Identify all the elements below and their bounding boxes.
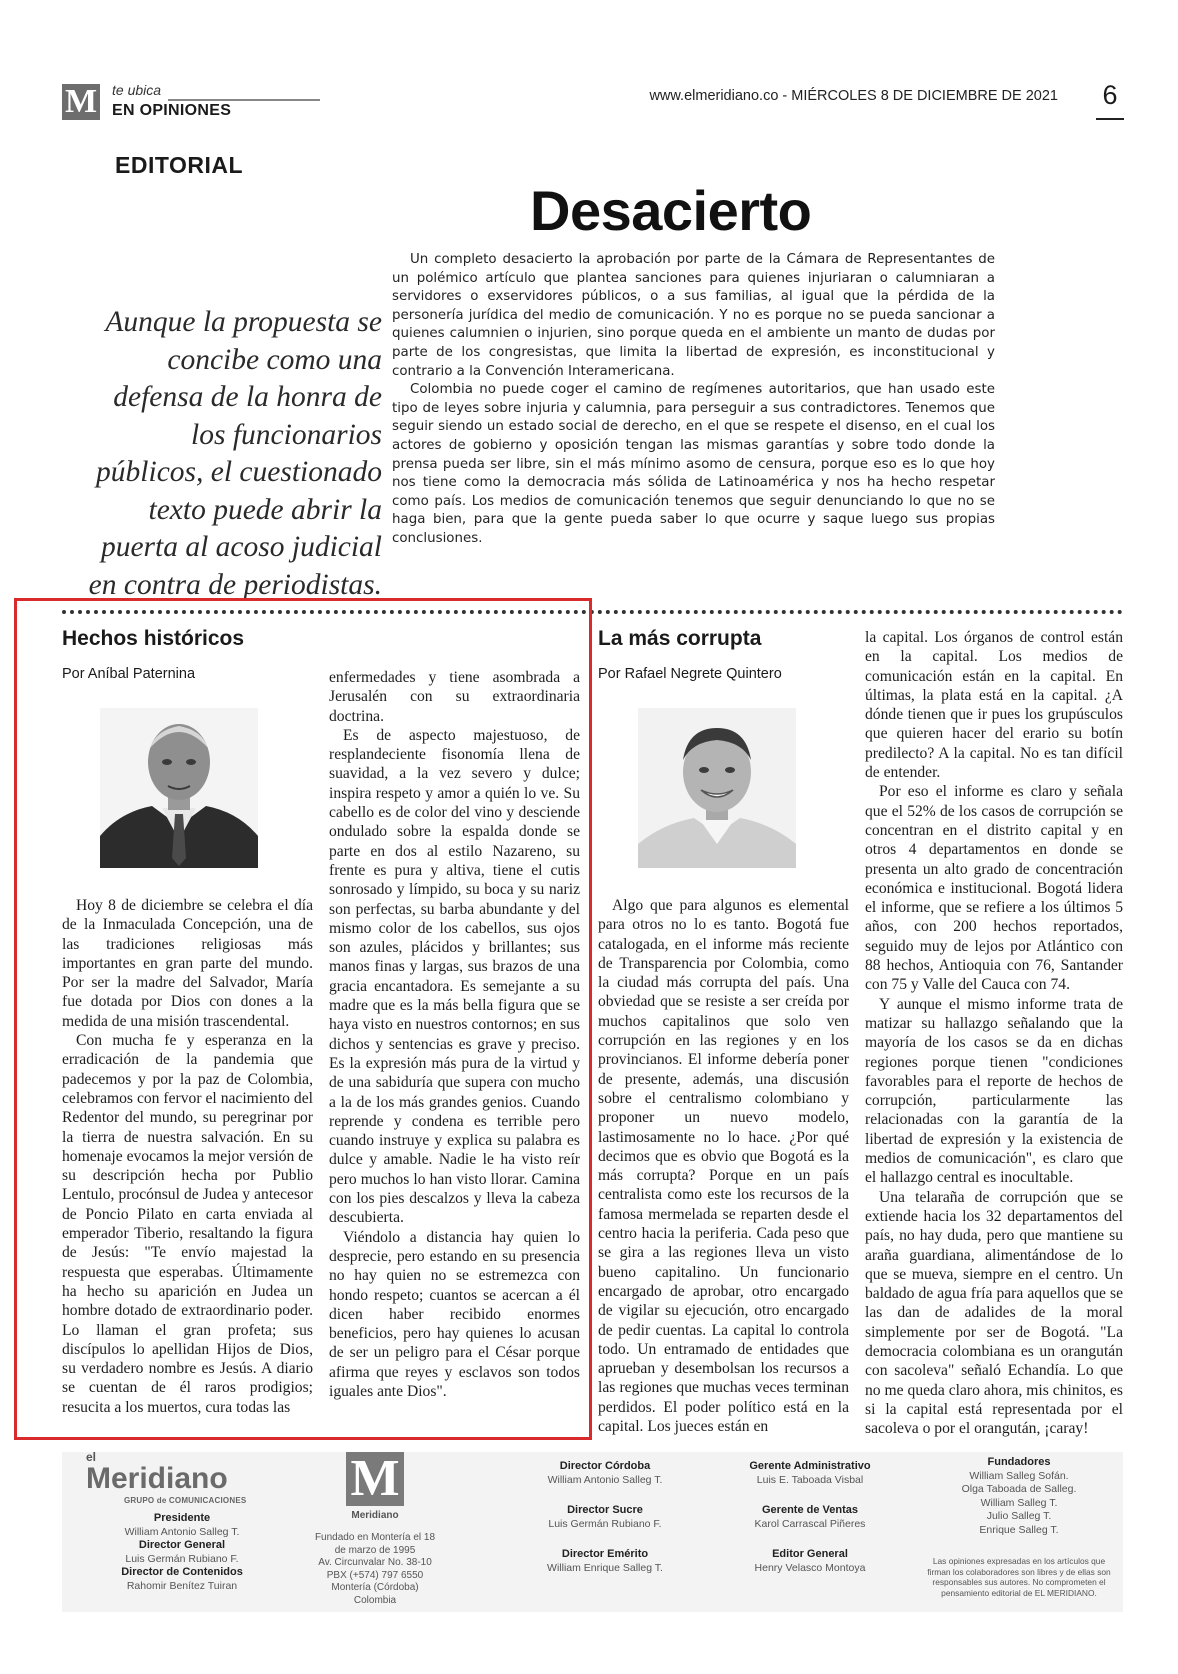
editorial-body bbox=[392, 251, 995, 595]
footer-role: Director Emérito bbox=[561, 1548, 649, 1560]
dateline: www.elmeridiano.co - MIÉRCOLES 8 DE DICIEMBRE DE 2021 bbox=[649, 88, 1058, 104]
footer-person: Rahomir Benítez Tuiran bbox=[126, 1579, 238, 1592]
footer-disclaimer: Las opiniones expresadas en los artículos que firman los colaboradores son libres y de ellas son responsables sus autores. No comprometen el pensamiento editorial de EL MERIDIANO. bbox=[927, 1556, 1111, 1598]
footer-city: Montería (Córdoba) Colombia bbox=[331, 1582, 419, 1606]
footer-role: Director Córdoba bbox=[559, 1460, 651, 1472]
footer-person: William Enrique Salleg T. bbox=[547, 1561, 663, 1574]
article-title: La más corrupta bbox=[598, 627, 762, 650]
footer-founder: William Salleg T. bbox=[980, 1496, 1058, 1509]
article-paragraph: Con mucha fe y esperanza en la erradicación de la pandemia que padecemos y por la paz de Colombia, celebramos con fervor el nacimiento del Redentor del mundo, su peregrinar por la tierra de nuestra salvación. En su homenaje evocamos la mejor versión de su descripción hecha por Publio Lentulo, procónsul de Judea y antecesor de Poncio Pilato en carta enviada al emperador Tiberio, resaltando la figura de Jesús: "Te envío majestad la respuesta que esperabas. Últimamente ha hecho su aparición en Judea un hombre dotado de extraordinario poder. Lo llaman el gran profeta; sus discípulos lo apellidan Hijos de Dios, su verdadero nombre es Jesús. A diario se cuentan de él raros prodigios; resucita a los muertos, cura todas las bbox=[62, 1032, 313, 1416]
page-number-rule bbox=[1096, 118, 1124, 120]
footer-person: William Antonio Salleg T. bbox=[124, 1525, 240, 1538]
footer-role: Fundadores bbox=[987, 1456, 1051, 1468]
author-photo bbox=[100, 708, 258, 868]
article-title: Hechos históricos bbox=[62, 627, 245, 650]
article-paragraph: Una telaraña de corrupción que se extiende hacia los 32 departamentos del país, no hay duda, pero que mantiene su araña guardiana, alimentándose de lo que se mueva, siempre en el centro. Un baldado de agua fría para aquellos que se las dan de adalides de la moral simplemente por ser de Bogotá. "La democracia colombiana es un orangután con sacoleva" señaló Echandía. Lo que no me queda claro ahora, mis chinitos, es si la capital está representada por el sacoleva o por el orangután, ¡caray! bbox=[865, 1188, 1123, 1438]
editorial-paragraph: Colombia no puede coger el camino de regímenes autoritarios, que han usado este tipo de leyes sobre injuria y calumnia, para perseguir a sus contradictores. Tenemos que seguir siendo un estado social de derecho, en el que se respete el disenso, en el cual los actores de gobierno y oposición tengan las mismas garantías y sobre todo donde la prensa pueda ser libre, sin el más mínimo asomo de censura, porque eso es lo que hoy nos tiene como la democracia más sólida de Latinoamérica y nos ha hecho respetar como país. Los medios de comunicación tenemos que seguir denunciando lo que no se haga bien, para que la gente pueda saber lo que ocurre y saque luego sus propias conclusiones. bbox=[392, 382, 995, 546]
article-paragraph: Por eso el informe es claro y señala que el 52% de los casos de corrupción se concentran en el distrito capital y en otros 4 departamentos en donde se presenta un alto grado de concentración económica e institucional. Bogotá lidera el informe, que se refiere a los últimos 5 años, con 200 hechos reportados, seguido muy de lejos por Atlántico con 88 hechos, Antioquia con 76, Santander con 75 y Valle del Cauca con 74. bbox=[865, 783, 1123, 994]
footer-role: Director General bbox=[138, 1539, 226, 1551]
section-divider bbox=[62, 610, 1123, 614]
article-paragraph: Hoy 8 de diciembre se celebra el día de la Inmaculada Concepción, una de las tradiciones religiosas más importantes en gran parte del mundo. Por ser la madre del Salvador, María fue dotada por Dios con dones a la medida de una misión trascendental. bbox=[62, 897, 313, 1030]
editorial-headline: Desacierto bbox=[530, 179, 812, 242]
footer-address-line: Av. Circunvalar No. 38-10 bbox=[318, 1557, 432, 1568]
footer-founder: Olga Taboada de Salleg. bbox=[961, 1483, 1077, 1495]
editorial-pullquote: Aunque la propuesta se concibe como una defensa de la honra de los funcionarios públicos, el cuestionado texto puede abrir la puerta al acoso judicial en contra de periodistas. bbox=[88, 306, 382, 601]
footer-founded: Fundado en Montería el 18 de marzo de 1995 bbox=[314, 1532, 436, 1556]
footer-role: Gerente Administrativo bbox=[749, 1460, 871, 1472]
footer-phone: PBX (+574) 797 6550 bbox=[326, 1569, 424, 1581]
footer-role: Director de Contenidos bbox=[121, 1566, 243, 1578]
article-column bbox=[329, 668, 580, 1408]
author-portrait-image bbox=[100, 708, 258, 868]
article-column bbox=[62, 896, 313, 1416]
article-paragraph: la capital. Los órganos de control están en la capital. Los medios de comunicación están en la capital. En últimas, la plata está en la capital. ¿A dónde tienen que ir pues los grupúsculos que quieren hacer del erario su botín predilecto? A la capital. No es tan difícil de entender. bbox=[865, 629, 1123, 782]
footer-person: Henry Velasco Montoya bbox=[754, 1561, 866, 1574]
section-logo: M bbox=[62, 84, 100, 120]
footer-role: Editor General bbox=[772, 1548, 848, 1560]
footer-address bbox=[310, 1532, 440, 1607]
footer-credits-directors bbox=[510, 1460, 700, 1575]
footer-founder: William Salleg Sofán. bbox=[969, 1469, 1069, 1482]
article-column bbox=[865, 628, 1123, 1438]
article-byline: Por Aníbal Paternina bbox=[62, 666, 196, 682]
footer-person: Luis Germán Rubiano F. bbox=[125, 1552, 239, 1565]
article-paragraph: Y aunque el mismo informe trata de matizar su hallazgo señalando que la mayoría de los casos se da en dichas regiones porque tienen "condiciones favorables para el reporte de hechos de corrupción, particularmente las relacionadas con la garantía de la libertad de expresión y la existencia de medios de comunicación", es claro que el hallazgo central es inocultable. bbox=[865, 995, 1123, 1187]
section-kicker: te ubica bbox=[112, 82, 162, 98]
footer-founder: Enrique Salleg T. bbox=[979, 1523, 1059, 1536]
footer-role: Presidente bbox=[153, 1512, 211, 1524]
footer-logo-m: M bbox=[346, 1452, 404, 1506]
footer-role: Gerente de Ventas bbox=[762, 1504, 858, 1516]
footer-brand-sub: GRUPO de COMUNICACIONES bbox=[124, 1496, 247, 1505]
footer-credits-management bbox=[715, 1460, 905, 1575]
section-rule bbox=[168, 99, 320, 101]
page-number: 6 bbox=[1102, 80, 1118, 110]
article-paragraph: enfermedades y tiene asombrada a Jerusalén con su extraordinaria doctrina. bbox=[329, 669, 580, 725]
footer-logo-word: Meridiano bbox=[351, 1510, 399, 1521]
article-paragraph: Algo que para algunos es elemental para otros no lo es tanto. Bogotá fue catalogada, en el informe más reciente de Transparencia por Colombia, como la ciudad más corrupta del país. Una obviedad que se resiste a ser creída por muchos capitalinos que solo ven corrupción en las regiones y en los provincianos. El informe debería poner de presente, además, una discusión sobre el centralismo colombiano y proponer un nuevo modelo, lastimosamente no lo hace. ¿Por qué decimos que es obvio que Bogotá es la más corrupta? Porque en un país centralista como este los recursos de la famosa mermelada se reparten desde el centro hacia la periferia. Cada peso que se gira a las regiones lleva un visto bueno capitalino. Un funcionario encargado de aprobar, otro encargado de vigilar su ejecución, otro encargado de pedir cuentas. La capital lo controla todo. Un entramado de entidades que aprueban y desembolsan los recursos a las regiones que muchas veces terminan perdidos. El poder político está en la capital. Los jueces están en bbox=[598, 897, 849, 1436]
article-paragraph: Viéndolo a distancia hay quien lo desprecie, pero estando en su presencia no hay quien no se estremezca con hondo respeto; cuantos se acercan a él dicen haber recibido enormes beneficios, pero hay quienes lo acusan de ser un peligro para el César porque afirma que reyes y esclavos son todos iguales ante Dios". bbox=[329, 1228, 580, 1400]
footer-person: William Antonio Salleg T. bbox=[547, 1473, 663, 1486]
footer-brand-el: el bbox=[86, 1450, 97, 1464]
footer-founders bbox=[924, 1456, 1114, 1537]
footer-brand-logo: Meridiano bbox=[86, 1462, 228, 1495]
editorial-label: EDITORIAL bbox=[115, 152, 244, 178]
footer-credits-left bbox=[82, 1512, 282, 1593]
footer-person: Karol Carrascal Piñeres bbox=[754, 1517, 866, 1530]
section-name: EN OPINIONES bbox=[112, 102, 232, 119]
article-byline: Por Rafael Negrete Quintero bbox=[598, 666, 782, 682]
article-column bbox=[598, 896, 849, 1436]
footer-founder: Julio Salleg T. bbox=[986, 1510, 1052, 1522]
footer-person: Luis Germán Rubiano F. bbox=[548, 1517, 662, 1530]
footer-person: Luis E. Taboada Visbal bbox=[756, 1473, 864, 1486]
footer-role: Director Sucre bbox=[567, 1504, 643, 1516]
author-portrait-image bbox=[638, 708, 796, 868]
editorial-paragraph: Un completo desacierto la aprobación por parte de la Cámara de Representantes de un polémico artículo que plantea sanciones para quienes injuriaran o calumniaran a servidores o exservidores públicos, o a sus familias, al igual que la pérdida de la personería jurídica del medio de comunicación. Y no es porque no se pueda sancionar a quienes calumnien o injurien, sino porque queda en el ambiente un manto de dudas por parte de los congresistas, que limita la libertad de expresión, es inconstitucional y contrario a la Convención Interamericana. bbox=[392, 252, 995, 379]
article-paragraph: Es de aspecto majestuoso, de resplandeciente fisonomía llena de suavidad, a la vez severo y dulce; inspira respeto y amor a quién lo ve. Su cabello es de color del vino y desciende ondulado sobre la espalda donde se parte en dos al estilo Nazareno, su frente es pura y altiva, tiene el cutis sonrosado y límpido, su boca y su nariz son perfectas, su barba abundante y del mismo color de los cabellos, sus ojos son azules, plácidos y brillantes; sus manos finas y largas, sus brazos de una gracia encantadora. Es semejante a su madre que es la más bella figura que se haya visto en nuestros contornos; en sus dichos y sentencias es grave y preciso. Es la expresión más pura de la virtud y de una sabiduría que supera con mucho a la de los más grandes genios. Cuando reprende y condena es terrible pero cuando instruye y explica su palabra es dulce y amable. Nadie le ha visto reír pero muchos lo han visto llorar. Camina con los pies descalzos y lleva la cabeza descubierta. bbox=[329, 726, 580, 1227]
author-photo bbox=[638, 708, 796, 868]
